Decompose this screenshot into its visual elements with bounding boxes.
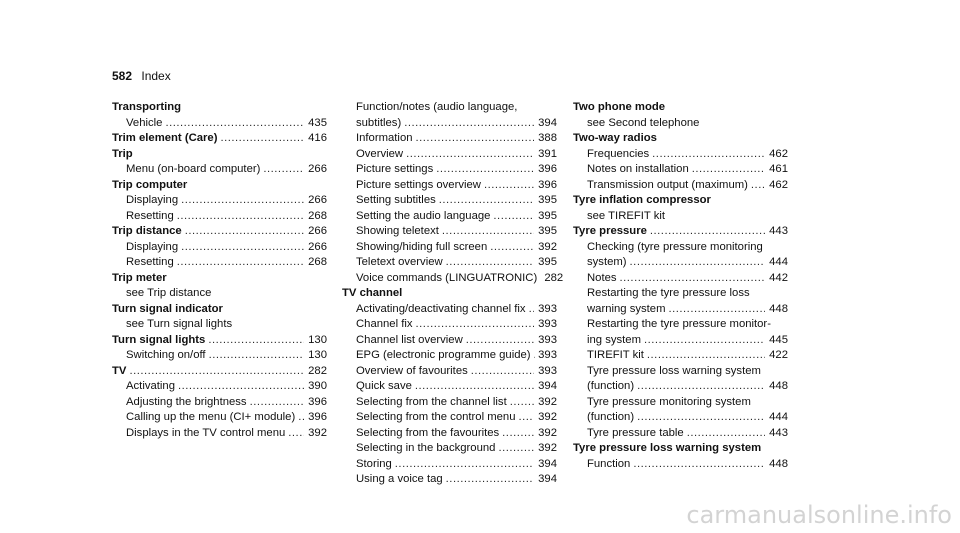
index-entry: [112, 209, 327, 225]
index-heading: [573, 441, 788, 457]
page-ref: 448: [769, 457, 788, 470]
dot-leader: [298, 410, 304, 426]
entry-text: Teletext overview: [356, 256, 443, 268]
page-ref: 266: [308, 225, 327, 237]
dot-leader: [692, 162, 765, 178]
index-entry: [342, 348, 557, 364]
index-entry: [573, 317, 788, 333]
dot-leader: [165, 116, 304, 132]
dot-leader: [751, 178, 765, 194]
dot-leader: [637, 410, 765, 426]
dot-leader: [644, 333, 765, 349]
entry-text: Displaying: [126, 194, 179, 206]
index-entry: [112, 395, 327, 411]
page-ref: 268: [308, 256, 327, 268]
page-ref: 443: [769, 225, 788, 237]
index-entry: [112, 379, 327, 395]
dot-leader: [250, 395, 304, 411]
page-ref: 390: [308, 380, 327, 392]
index-entry: [112, 240, 327, 256]
page-ref: 394: [538, 473, 557, 485]
dot-leader: [637, 379, 765, 395]
index-entry: [112, 410, 327, 426]
entry-text: Calling up the menu (CI+ module): [126, 411, 296, 423]
page-ref: 282: [308, 364, 327, 377]
entry-text: Picture settings: [356, 163, 434, 175]
dot-leader: [178, 379, 304, 395]
dot-leader: [288, 426, 304, 442]
dot-leader: [687, 426, 765, 442]
page-ref: 395: [538, 194, 557, 206]
dot-leader: [439, 193, 534, 209]
section-title: Index: [141, 69, 171, 83]
entry-text: Turn signal lights: [112, 333, 206, 346]
page-ref: 444: [769, 256, 788, 268]
entry-text: (function): [587, 380, 635, 392]
page-ref: 448: [769, 380, 788, 392]
entry-text: Selecting in the background: [356, 442, 496, 454]
page-ref: 396: [308, 395, 327, 408]
entry-text: Resetting: [126, 209, 174, 222]
dot-leader: [416, 317, 534, 333]
page-ref: 442: [769, 271, 788, 284]
entry-text: Tyre pressure: [573, 225, 647, 237]
index-entry: [573, 395, 788, 411]
entry-text: Notes: [587, 271, 617, 284]
entry-text: Displaying: [126, 240, 179, 253]
entry-text: Menu (on-board computer): [126, 163, 261, 175]
index-entry: [342, 255, 557, 271]
entry-text: Transmission output (maximum): [587, 178, 748, 191]
index-entry: [573, 147, 788, 163]
index-entry: [342, 364, 557, 380]
dot-leader: [416, 131, 534, 147]
index-heading: [573, 131, 788, 147]
page-ref: 266: [308, 240, 327, 253]
index-entry: [112, 116, 327, 132]
page-ref: 422: [769, 349, 788, 361]
dot-leader: [436, 162, 534, 178]
index-entry: [573, 178, 788, 194]
index-entry: [342, 379, 557, 395]
entry-text: TIREFIT kit: [587, 349, 644, 361]
entry-text: Two phone mode: [573, 101, 666, 113]
dot-leader: [620, 271, 765, 287]
entry-text: Resetting: [126, 256, 174, 268]
index-entry: [342, 271, 564, 287]
entry-text: Checking (tyre pressure monitoring: [587, 240, 763, 253]
dot-leader: [529, 302, 534, 318]
dot-leader: [446, 472, 534, 488]
index-entry: [573, 457, 788, 473]
entry-text: Storing: [356, 457, 392, 470]
page-ref: 395: [538, 225, 557, 237]
entry-text: Vehicle: [126, 116, 163, 129]
page-ref: 435: [308, 116, 327, 129]
page-ref: 392: [538, 395, 557, 408]
dot-leader: [129, 364, 304, 380]
index-entry: [112, 317, 327, 333]
index-heading: [573, 193, 788, 209]
entry-text: see Turn signal lights: [126, 318, 233, 330]
index-heading: [112, 302, 327, 318]
entry-text: TV channel: [342, 287, 403, 299]
page-ref: 266: [308, 194, 327, 206]
index-heading: [342, 286, 557, 302]
entry-text: Quick save: [356, 380, 412, 392]
dot-leader: [209, 348, 304, 364]
index-entry: [112, 255, 327, 271]
entry-text: Showing teletext: [356, 225, 439, 237]
index-entry: [342, 333, 557, 349]
index-entry: [342, 410, 557, 426]
page-ref: 461: [769, 163, 788, 175]
dot-leader: [442, 224, 534, 240]
index-entry: [342, 302, 557, 318]
index-heading: [112, 364, 327, 380]
entry-text: Two-way radios: [573, 132, 657, 144]
dot-leader: [395, 457, 534, 473]
index-entry: [573, 333, 788, 349]
dot-leader: [181, 240, 304, 256]
dot-leader: [502, 426, 534, 442]
entry-text: ing system: [587, 333, 641, 346]
page-number: 582: [112, 69, 133, 83]
page-ref: 394: [538, 116, 557, 129]
index-entry: [573, 410, 788, 426]
index-heading: [112, 224, 327, 240]
index-entry: [342, 472, 557, 488]
dot-leader: [415, 379, 534, 395]
dot-leader: [510, 395, 534, 411]
page-ref: 392: [538, 411, 557, 423]
dot-leader: [650, 224, 765, 240]
index-entry: [573, 240, 788, 256]
page-ref: 444: [769, 411, 788, 423]
entry-text: Selecting from the favourites: [356, 426, 500, 439]
entry-text: Selecting from the control menu: [356, 411, 516, 423]
entry-text: Selecting from the channel list: [356, 395, 507, 408]
index-entry: [573, 379, 788, 395]
page-ref: 396: [538, 163, 557, 175]
dot-leader: [471, 364, 534, 380]
entry-text: Tyre inflation compressor: [573, 194, 711, 206]
entry-text: Function/notes (audio language,: [356, 101, 518, 113]
dot-leader: [263, 162, 304, 178]
entry-text: Picture settings overview: [356, 178, 481, 191]
index-heading: [112, 100, 327, 116]
index-entry: [112, 426, 327, 442]
index-heading: [112, 271, 327, 287]
page-ref: 393: [538, 364, 557, 377]
index-entry: [573, 162, 788, 178]
dot-leader: [493, 209, 534, 225]
entry-text: Tyre pressure table: [587, 426, 684, 439]
page-ref: 394: [538, 457, 557, 470]
entry-text: Trip distance: [112, 225, 182, 237]
entry-text: Switching on/off: [126, 349, 206, 361]
dot-leader: [177, 255, 304, 271]
page-ref: 393: [538, 333, 557, 346]
entry-text: Adjusting the brightness: [126, 395, 247, 408]
entry-text: Function: [587, 457, 631, 470]
dot-leader: [185, 224, 304, 240]
index-entry: [342, 193, 557, 209]
page-ref: 443: [769, 426, 788, 439]
entry-text: Activating/deactivating channel fix: [356, 302, 526, 315]
index-entry: [112, 286, 327, 302]
page-ref: 448: [769, 302, 788, 315]
page-ref: 130: [308, 349, 327, 361]
entry-text: subtitles): [356, 116, 402, 129]
page-ref: 394: [538, 380, 557, 392]
dot-leader: [220, 131, 304, 147]
page-ref: 391: [538, 147, 557, 160]
page-ref: 393: [538, 302, 557, 315]
entry-text: Channel list overview: [356, 333, 463, 346]
entry-text: Overview of favourites: [356, 364, 468, 377]
page-ref: 393: [538, 349, 557, 361]
entry-text: Trim element (Care): [112, 132, 218, 144]
index-entry: [573, 116, 788, 132]
index-entry: [573, 348, 788, 364]
dot-leader: [490, 240, 534, 256]
index-entry: [342, 457, 557, 473]
index-heading: [112, 333, 327, 349]
index-heading: [573, 224, 788, 240]
page-ref: 393: [538, 318, 557, 330]
index-entry: [573, 209, 788, 225]
entry-text: TV: [112, 364, 127, 377]
index-entry: [342, 162, 557, 178]
index-entry: [342, 317, 557, 333]
entry-text: Using a voice tag: [356, 473, 443, 485]
index-entry: [342, 116, 557, 132]
entry-text: Displays in the TV control menu: [126, 426, 286, 439]
dot-leader: [668, 302, 765, 318]
entry-text: see Second telephone: [587, 116, 700, 129]
entry-text: Tyre pressure monitoring system: [587, 395, 751, 408]
index-entry: [342, 178, 557, 194]
index-heading: [112, 131, 327, 147]
index-entry: [342, 209, 557, 225]
index-entry: [342, 100, 557, 116]
index-entry: [342, 240, 557, 256]
entry-text: (function): [587, 411, 635, 423]
index-entry: [342, 224, 557, 240]
index-entry: [573, 271, 788, 287]
page-ref: 392: [308, 426, 327, 439]
dot-leader: [406, 147, 534, 163]
entry-text: Turn signal indicator: [112, 302, 223, 315]
page-ref: 396: [308, 411, 327, 423]
entry-text: Trip meter: [112, 271, 167, 284]
entry-text: Setting subtitles: [356, 194, 436, 206]
index-entry: [342, 131, 557, 147]
index-entry: [573, 426, 788, 442]
entry-text: Notes on installation: [587, 163, 689, 175]
index-heading: [112, 147, 327, 163]
index-entry: [112, 162, 327, 178]
entry-text: see TIREFIT kit: [587, 209, 666, 222]
entry-text: Restarting the tyre pressure loss: [587, 287, 750, 299]
entry-text: Tyre pressure loss warning system: [573, 442, 762, 454]
dot-leader: [498, 441, 534, 457]
dot-leader: [177, 209, 304, 225]
dot-leader: [652, 147, 765, 163]
entry-text: EPG (electronic programme guide): [356, 349, 531, 361]
dot-leader: [181, 193, 304, 209]
index-entry: [112, 348, 327, 364]
entry-text: Overview: [356, 147, 404, 160]
entry-text: Voice commands (LINGUATRONIC): [356, 271, 538, 284]
page-ref: 266: [308, 163, 327, 175]
dot-leader: [647, 348, 765, 364]
entry-text: Restarting the tyre pressure monitor-: [587, 318, 771, 330]
index-column-3: [573, 100, 788, 472]
entry-text: Setting the audio language: [356, 209, 491, 222]
index-entry: [573, 302, 788, 318]
entry-text: Information: [356, 132, 413, 144]
dot-leader: [446, 255, 534, 271]
dot-leader: [484, 178, 534, 194]
index-column-2: [342, 100, 564, 488]
index-entry: [342, 147, 557, 163]
index-heading: [573, 100, 788, 116]
dot-leader: [208, 333, 304, 349]
page-ref: 130: [308, 333, 327, 346]
page-ref: 388: [538, 132, 557, 144]
entry-text: Channel fix: [356, 318, 413, 330]
entry-text: Showing/hiding full screen: [356, 240, 488, 253]
index-column-1: [112, 100, 327, 441]
entry-text: Transporting: [112, 101, 182, 113]
index-entry: [342, 426, 557, 442]
page-ref: 392: [538, 442, 557, 454]
page-ref: 396: [538, 178, 557, 191]
entry-text: Trip: [112, 147, 133, 160]
page-ref: 395: [538, 209, 557, 222]
entry-text: warning system: [587, 302, 666, 315]
watermark: carmanualsonline.info: [686, 501, 952, 529]
index-heading: [112, 178, 327, 194]
dot-leader: [630, 255, 765, 271]
entry-text: system): [587, 256, 627, 268]
page-ref: 445: [769, 333, 788, 346]
entry-text: Tyre pressure loss warning system: [587, 364, 761, 377]
page-ref: 392: [538, 426, 557, 439]
entry-text: Frequencies: [587, 147, 650, 160]
index-entry: [342, 395, 557, 411]
index-entry: [573, 255, 788, 271]
entry-text: Trip computer: [112, 178, 188, 191]
page-header: [112, 69, 171, 83]
page-ref: 268: [308, 209, 327, 222]
page-ref: 282: [544, 271, 564, 284]
page-ref: 392: [538, 240, 557, 253]
page-ref: 462: [769, 147, 788, 160]
index-entry: [573, 364, 788, 380]
page-ref: 395: [538, 256, 557, 268]
entry-text: Activating: [126, 380, 175, 392]
page-ref: 416: [308, 132, 327, 144]
dot-leader: [519, 410, 535, 426]
dot-leader: [404, 116, 534, 132]
dot-leader: [633, 457, 765, 473]
index-entry: [112, 193, 327, 209]
index-entry: [342, 441, 557, 457]
page-ref: 462: [769, 178, 788, 191]
index-entry: [573, 286, 788, 302]
entry-text: see Trip distance: [126, 287, 212, 299]
dot-leader: [466, 333, 534, 349]
